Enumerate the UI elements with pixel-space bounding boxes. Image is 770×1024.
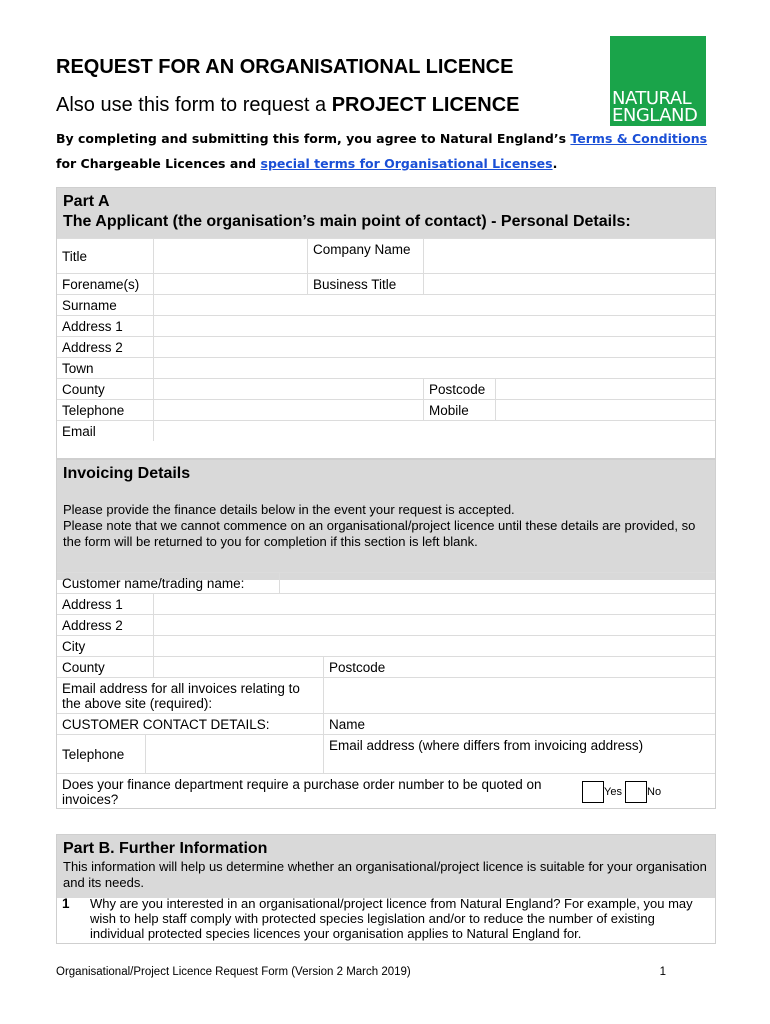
special-terms-link[interactable]: special terms for Organisational Licenses xyxy=(260,156,553,171)
town-field[interactable] xyxy=(153,358,717,378)
inv-address1-field[interactable] xyxy=(153,594,717,614)
po-options xyxy=(577,774,717,810)
row-inv-telephone xyxy=(57,734,715,773)
inv-address1-label: Address 1 xyxy=(62,597,123,612)
page-subtitle xyxy=(56,94,520,117)
address2-label: Address 2 xyxy=(62,340,123,355)
footer xyxy=(56,966,666,978)
row-email xyxy=(57,420,715,441)
logo-line-1: NATURAL xyxy=(612,88,692,109)
part-b-heading: Part B. Further Information xyxy=(63,840,268,857)
email-field[interactable] xyxy=(153,421,717,441)
address1-label: Address 1 xyxy=(62,319,123,334)
invoicing-note-2: Please note that we cannot commence on an organisational/project licence until these details are provided, so the form will be returned to you for completion if this section is left blank. xyxy=(63,518,696,549)
row-address1 xyxy=(57,315,715,336)
invoicing-heading: Invoicing Details xyxy=(63,465,191,482)
q1-text: Why are you interested in an organisational/project licence from Natural England? For example, you may wish to help staff comply with protected species legislation and/or to reduce the number of existing individual protected species licences your organisation applies to Natural England for. xyxy=(90,896,693,941)
row-county xyxy=(57,378,715,399)
agree-mid: for Chargeable Licences and xyxy=(56,156,261,171)
row-inv-county xyxy=(57,656,715,677)
inv-telephone-field[interactable] xyxy=(145,735,323,773)
company-name-field[interactable] xyxy=(423,239,717,273)
telephone-label: Telephone xyxy=(62,403,125,418)
row-forenames xyxy=(57,273,715,294)
row-town xyxy=(57,357,715,378)
email-invoices-label: Email address for all invoices relating to the above site (required): xyxy=(62,681,300,711)
inv-address2-field[interactable] xyxy=(153,615,717,635)
surname-label: Surname xyxy=(62,298,117,313)
contact-details-label: CUSTOMER CONTACT DETAILS: xyxy=(62,717,270,732)
city-field[interactable] xyxy=(153,636,717,656)
row-contact-details xyxy=(57,713,715,734)
county-label: County xyxy=(62,382,105,397)
title-field[interactable] xyxy=(153,239,307,273)
row-surname xyxy=(57,294,715,315)
customer-name-label: Customer name/trading name: xyxy=(62,576,245,591)
forenames-label: Forename(s) xyxy=(62,277,140,292)
row-title xyxy=(57,238,715,273)
telephone-field[interactable] xyxy=(153,400,423,420)
subtitle-prefix: Also use this form to request a xyxy=(56,94,332,116)
forenames-field[interactable] xyxy=(153,274,307,294)
page-number: 1 xyxy=(659,966,666,978)
po-question-label: Does your finance department require a purchase order number to be quoted on invoices? xyxy=(62,777,542,807)
row-customer-name xyxy=(57,572,715,593)
postcode-field[interactable] xyxy=(495,379,717,399)
logo-line-2: ENGLAND xyxy=(612,105,698,126)
agreement-text xyxy=(56,126,716,176)
surname-field[interactable] xyxy=(153,295,717,315)
county-field[interactable] xyxy=(153,379,423,399)
part-a-section xyxy=(56,187,716,459)
inv-county-label: County xyxy=(62,660,105,675)
row-po-question xyxy=(57,773,715,810)
row-q1 xyxy=(57,893,715,945)
agree-prefix: By completing and submitting this form, you agree to Natural England’s xyxy=(56,131,571,146)
part-a-subheading: The Applicant (the organisation’s main point of contact) - Personal Details: xyxy=(63,213,631,230)
po-yes-label: Yes xyxy=(604,785,622,798)
inv-address2-label: Address 2 xyxy=(62,618,123,633)
invoicing-heading-block xyxy=(57,460,715,580)
email-label: Email xyxy=(62,424,96,439)
po-no-label: No xyxy=(647,785,662,798)
part-a-heading xyxy=(57,188,715,238)
q1-number: 1 xyxy=(62,896,70,911)
part-b-heading-block xyxy=(57,835,715,898)
agree-end: . xyxy=(552,156,558,171)
part-b-section xyxy=(56,834,716,944)
row-address2 xyxy=(57,336,715,357)
po-yes-checkbox[interactable] xyxy=(582,781,604,803)
part-b-intro: This information will help us determine whether an organisational/project licence is suitable for your organisation and its needs. xyxy=(63,859,707,890)
row-inv-address2 xyxy=(57,614,715,635)
mobile-field[interactable] xyxy=(495,400,717,420)
row-telephone xyxy=(57,399,715,420)
postcode-label: Postcode xyxy=(423,379,495,399)
town-label: Town xyxy=(62,361,94,376)
title-label: Title xyxy=(62,249,88,264)
part-a-label: Part A xyxy=(63,193,110,210)
subtitle-bold: PROJECT LICENCE xyxy=(331,94,520,116)
inv-county-field[interactable] xyxy=(153,657,323,677)
row-inv-address1 xyxy=(57,593,715,614)
footer-text: Organisational/Project Licence Request Form (Version 2 March 2019) xyxy=(56,966,411,978)
company-name-label: Company Name xyxy=(307,239,423,273)
email-invoices-field[interactable] xyxy=(323,678,717,713)
natural-england-logo xyxy=(610,36,706,126)
mobile-label: Mobile xyxy=(423,400,495,420)
customer-name-field[interactable] xyxy=(279,573,717,593)
terms-conditions-link[interactable]: Terms & Conditions xyxy=(570,131,708,146)
inv-postcode-label: Postcode xyxy=(323,657,717,677)
business-title-label: Business Title xyxy=(307,274,423,294)
inv-telephone-label: Telephone xyxy=(62,747,125,762)
row-city xyxy=(57,635,715,656)
email-differs-label: Email address (where differs from invoicing address) xyxy=(323,735,717,773)
address1-field[interactable] xyxy=(153,316,717,336)
invoicing-note-1: Please provide the finance details below in the event your request is accepted. xyxy=(63,502,515,517)
contact-name-label: Name xyxy=(323,714,717,734)
invoicing-section xyxy=(56,459,716,809)
page-title: REQUEST FOR AN ORGANISATIONAL LICENCE xyxy=(56,56,514,78)
business-title-field[interactable] xyxy=(423,274,717,294)
po-no-checkbox[interactable] xyxy=(625,781,647,803)
city-label: City xyxy=(62,639,86,654)
address2-field[interactable] xyxy=(153,337,717,357)
row-email-invoices xyxy=(57,677,715,713)
